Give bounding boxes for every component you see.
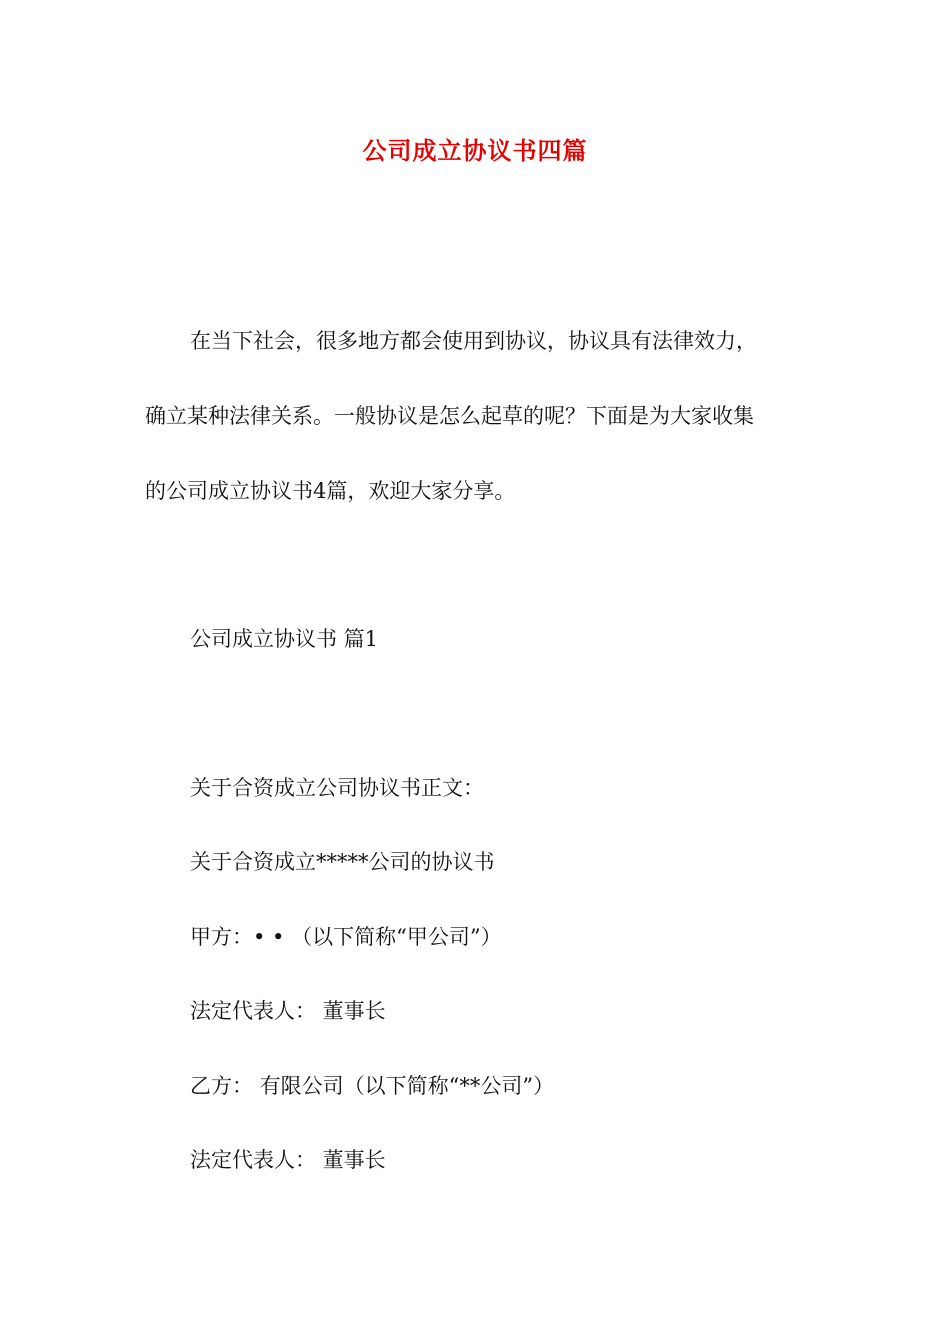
party-b-line: 乙方： 有限公司（以下简称“**公司”） — [190, 1074, 555, 1098]
body-line-2: 关于合资成立*****公司的协议书 — [190, 850, 495, 874]
intro-paragraph-line-3: 的公司成立协议书4篇，欢迎大家分享。 — [145, 479, 516, 503]
intro-paragraph-line-2: 确立某种法律关系。一般协议是怎么起草的呢？下面是为大家收集 — [145, 404, 754, 428]
section-heading: 公司成立协议书 篇1 — [190, 627, 379, 651]
intro-paragraph-line-1: 在当下社会，很多地方都会使用到协议，协议具有法律效力， — [190, 329, 757, 353]
body-line-1: 关于合资成立公司协议书正文： — [190, 776, 484, 800]
party-a-line: 甲方：• • （以下简称“甲公司”） — [190, 925, 502, 949]
party-a-representative: 法定代表人： 董事长 — [190, 999, 386, 1023]
party-b-representative: 法定代表人： 董事长 — [190, 1148, 386, 1172]
document-title: 公司成立协议书四篇 — [362, 136, 588, 165]
